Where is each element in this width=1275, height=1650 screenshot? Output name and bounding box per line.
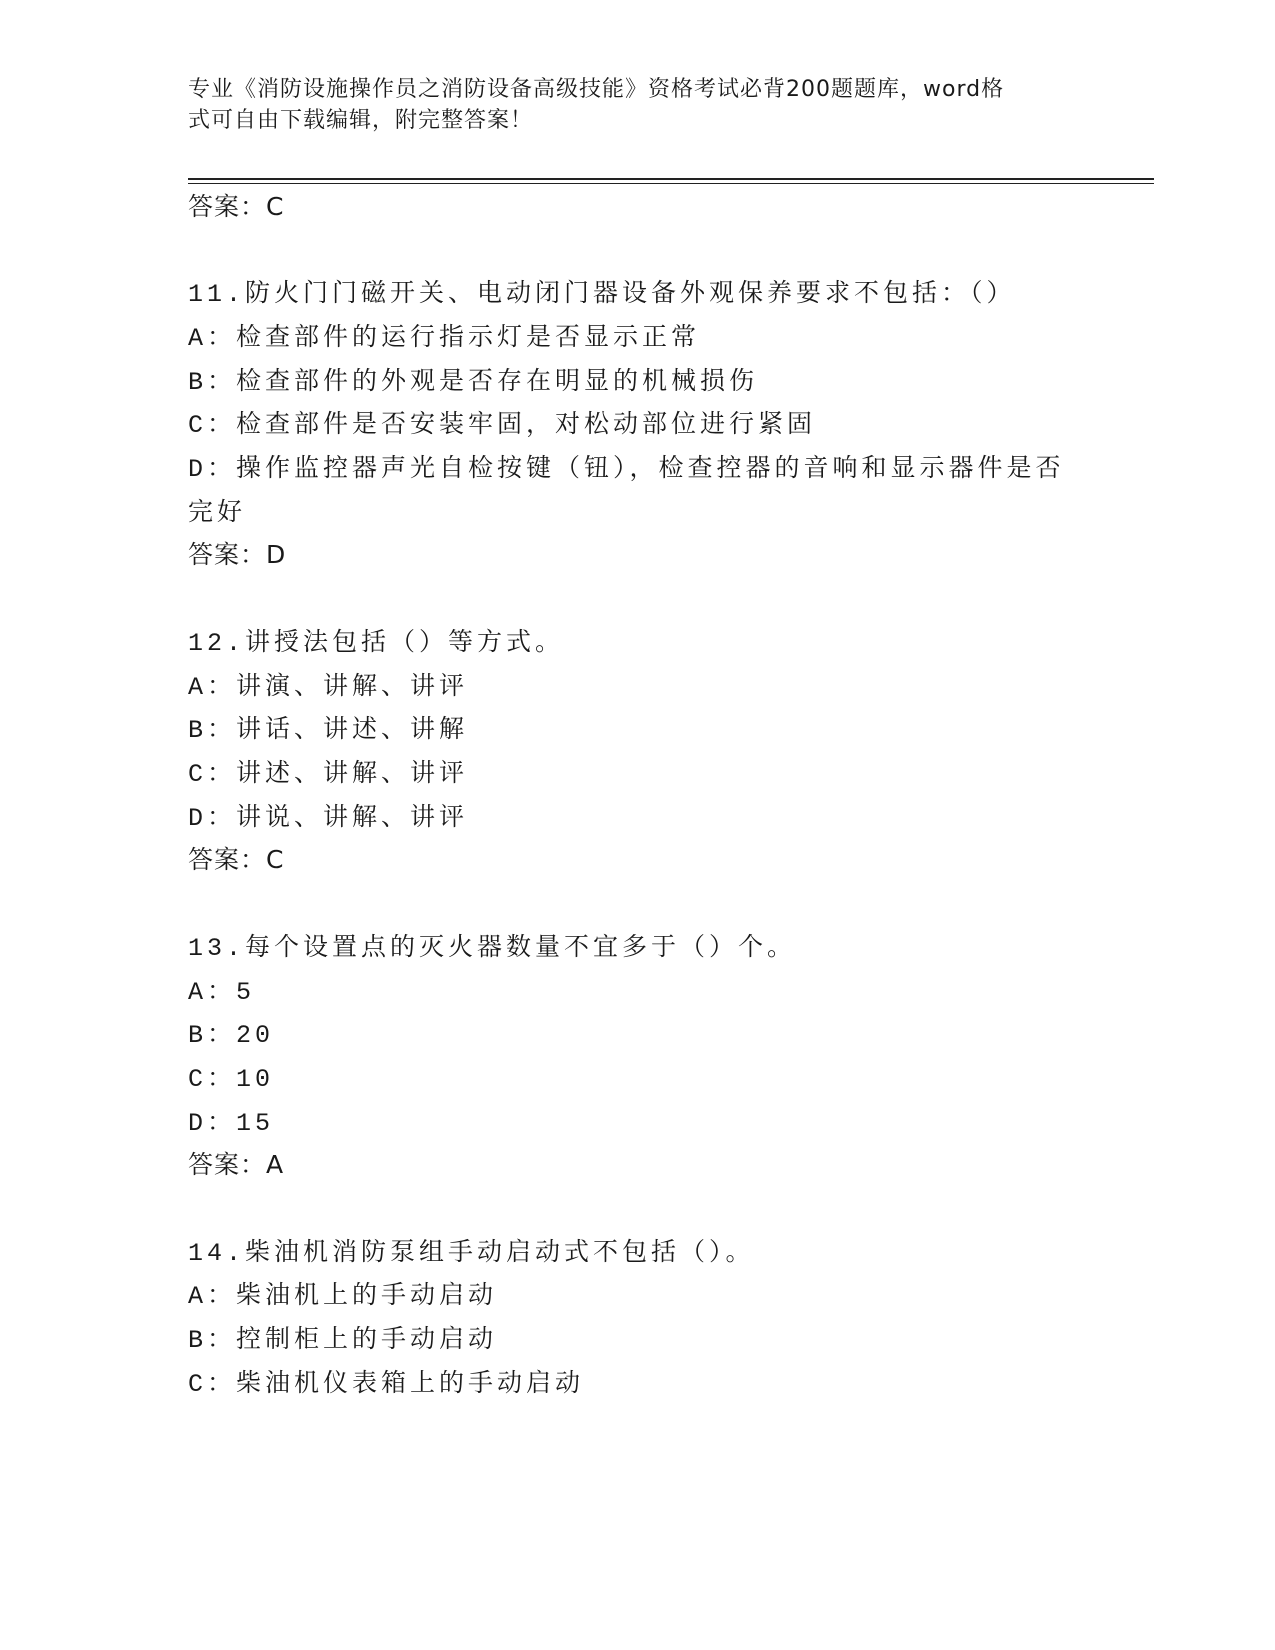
question-11-option-d: D：操作监控器声光自检按键（钮），检查控器的音响和显示器件是否 xyxy=(188,455,1065,484)
question-11-option-a: A：检查部件的运行指示灯是否显示正常 xyxy=(188,324,701,353)
question-13-option-c: C：10 xyxy=(188,1065,275,1094)
question-12-option-b: B：讲话、讲述、讲解 xyxy=(188,716,469,745)
answer-line: 答案：C xyxy=(188,192,285,221)
question-11-answer: 答案：D xyxy=(188,540,287,569)
question-13-stem: 13.每个设置点的灭火器数量不宜多于（）个。 xyxy=(188,934,797,963)
header-divider xyxy=(188,178,1154,180)
question-11-stem: 11.防火门门磁开关、电动闭门器设备外观保养要求不包括：（） xyxy=(188,280,1016,309)
question-12-option-c: C：讲述、讲解、讲评 xyxy=(188,760,469,789)
header-line-2: 式可自由下载编辑，附完整答案！ xyxy=(188,108,534,133)
question-12-option-d: D：讲说、讲解、讲评 xyxy=(188,804,469,833)
header-divider-thin xyxy=(188,183,1154,184)
question-13-option-a: A：5 xyxy=(188,978,256,1007)
question-13-option-d: D：15 xyxy=(188,1109,275,1138)
question-14-option-a: A：柴油机上的手动启动 xyxy=(188,1282,498,1311)
question-11-option-c: C：检查部件是否安装牢固，对松动部位进行紧固 xyxy=(188,411,817,440)
document-header xyxy=(188,74,1068,136)
question-14-stem: 14.柴油机消防泵组手动启动式不包括（）。 xyxy=(188,1239,755,1268)
question-13-option-b: B：20 xyxy=(188,1021,275,1050)
question-14-option-c: C：柴油机仪表箱上的手动启动 xyxy=(188,1370,585,1399)
question-14-option-b: B：控制柜上的手动启动 xyxy=(188,1326,498,1355)
question-11-option-b: B：检查部件的外观是否存在明显的机械损伤 xyxy=(188,368,759,397)
question-13-answer: 答案：A xyxy=(188,1150,285,1179)
question-12-stem: 12.讲授法包括（）等方式。 xyxy=(188,629,565,658)
question-12-option-a: A：讲演、讲解、讲评 xyxy=(188,673,469,702)
question-11-option-d-cont: 完好 xyxy=(188,499,247,528)
question-12-answer: 答案：C xyxy=(188,845,285,874)
header-line-1: 专业《消防设施操作员之消防设备高级技能》资格考试必背200题题库，word格 xyxy=(188,77,1005,102)
